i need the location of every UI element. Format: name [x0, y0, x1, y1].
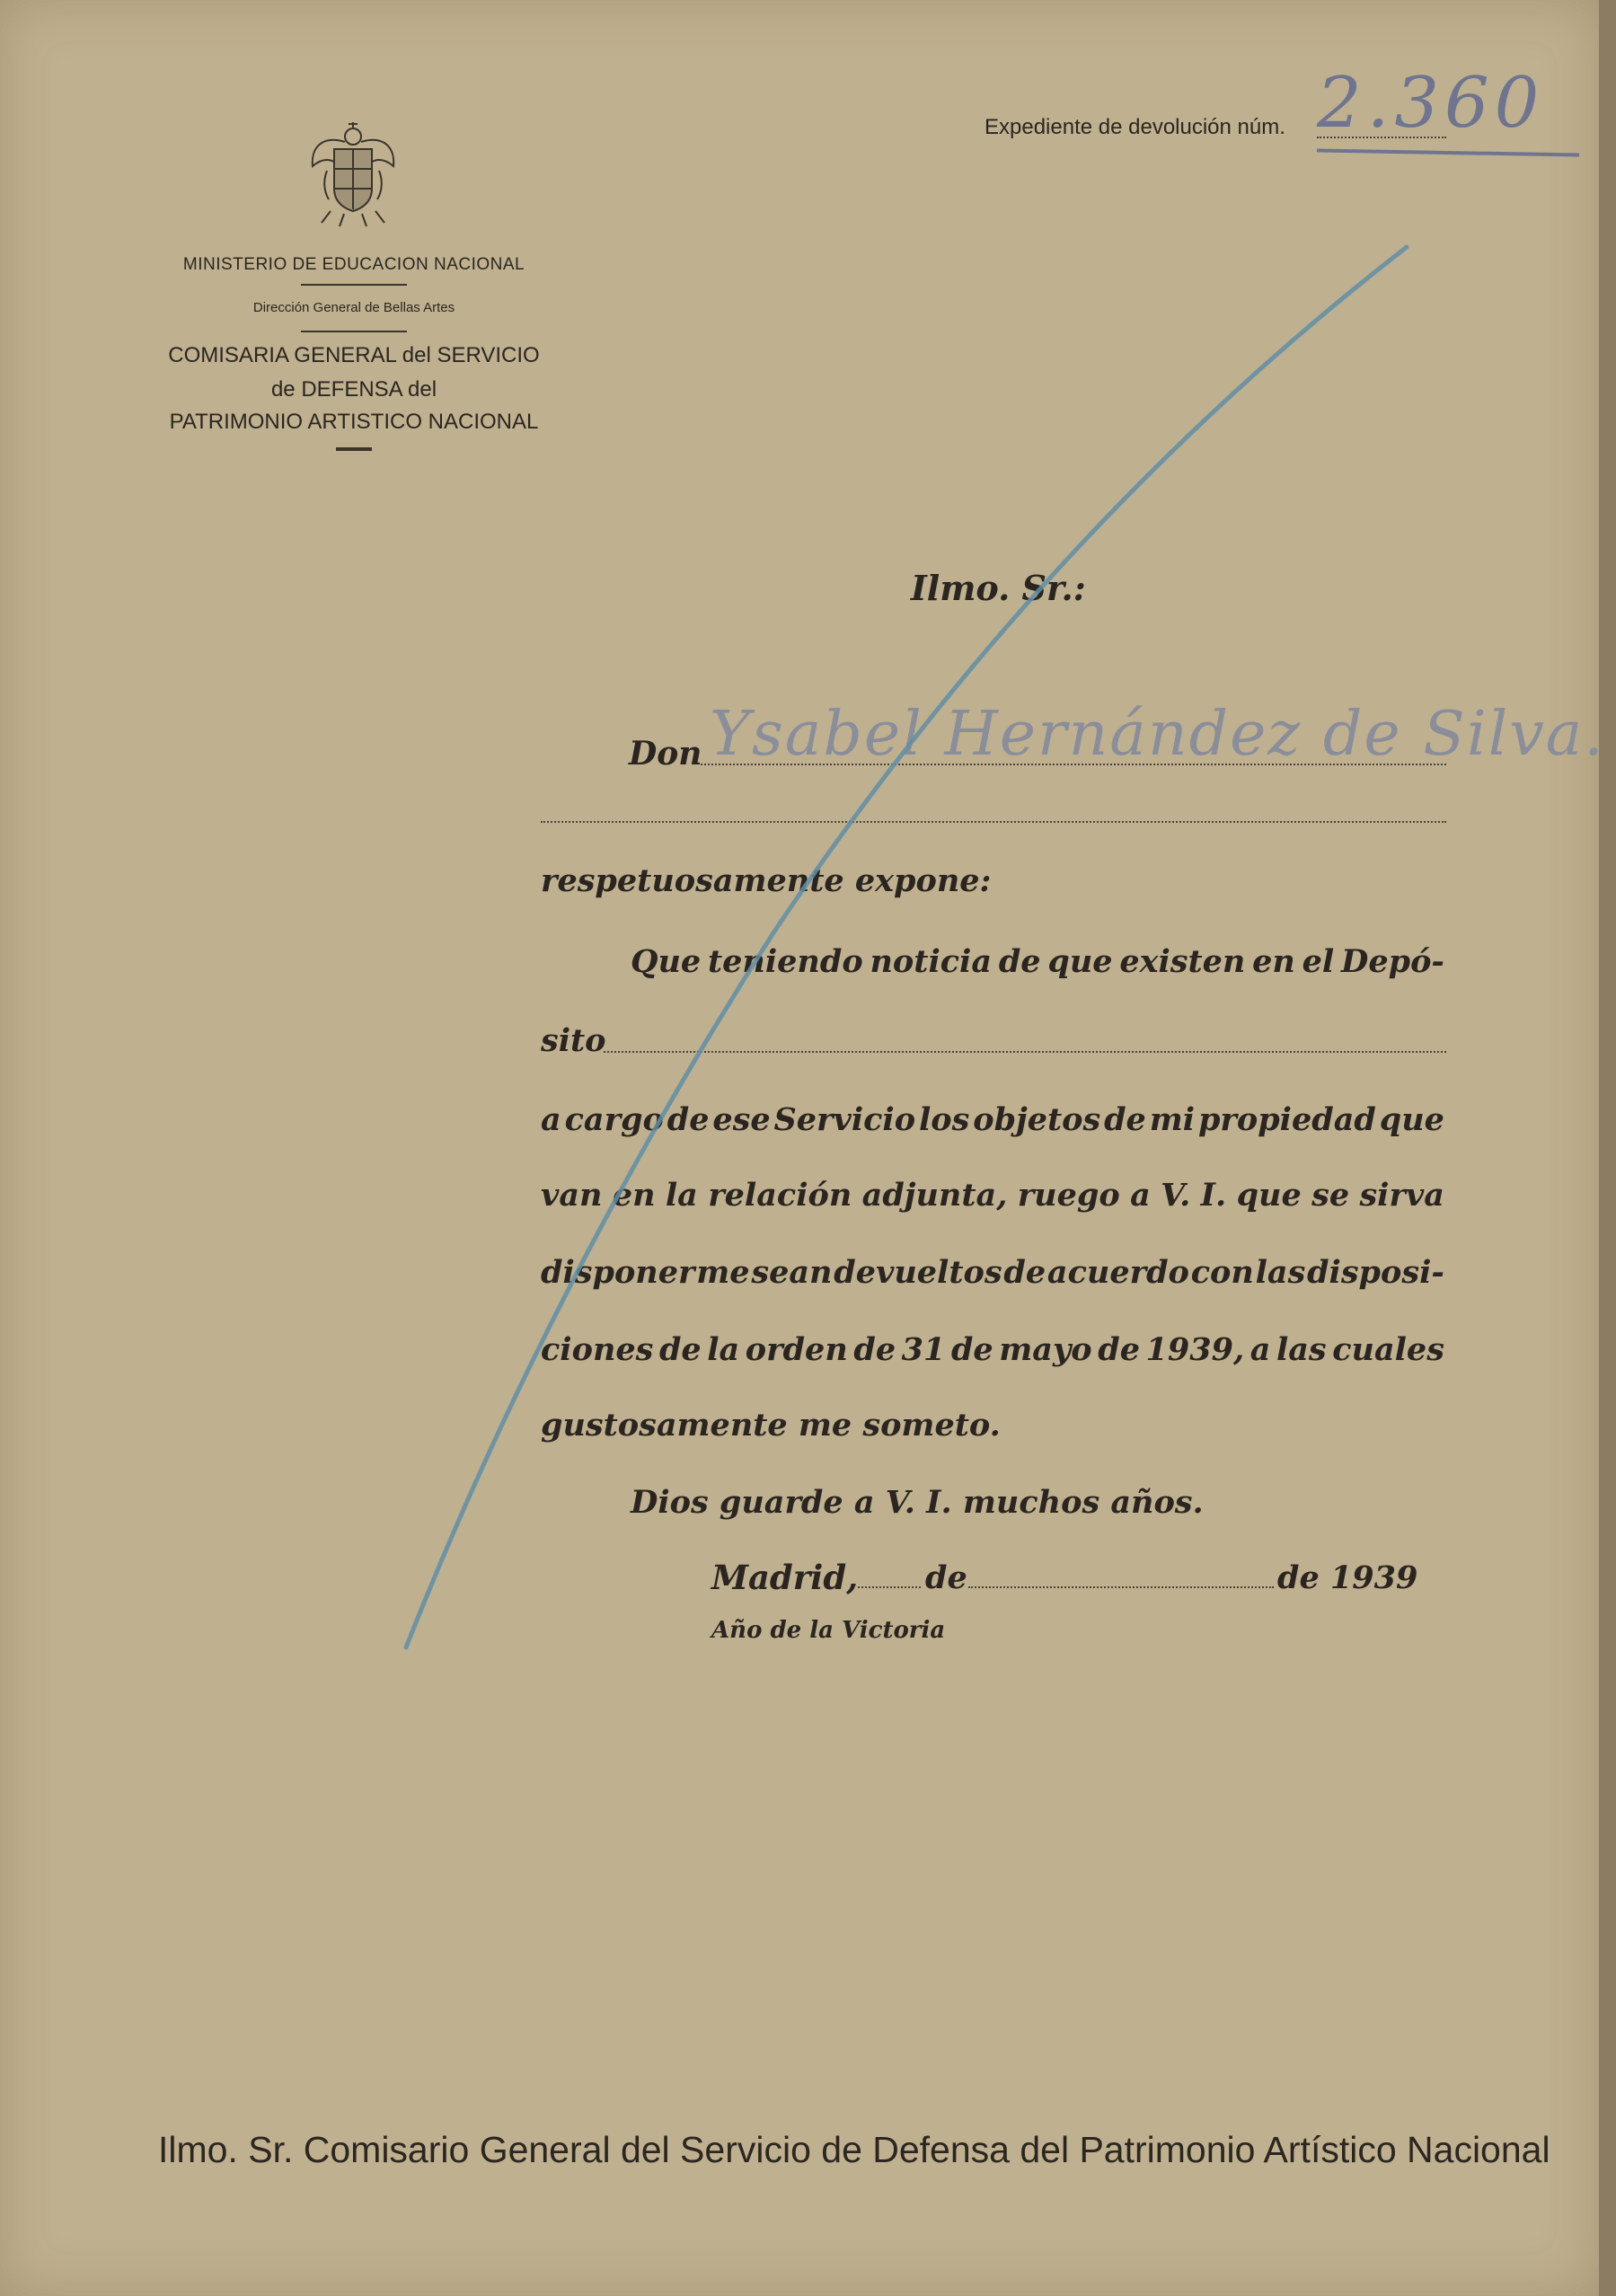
body-line-4: van en la relación adjunta, ruego a V. I. que se sirva — [541, 1177, 1444, 1214]
commission-line-2: de DEFENSA del — [270, 377, 437, 402]
file-number-handwritten: 2.360 — [1317, 63, 1545, 144]
body-line-2: sito — [541, 1022, 606, 1059]
date-de: de — [925, 1559, 967, 1596]
page-edge — [1599, 0, 1616, 2296]
victory-year: Año de la Victoria — [711, 1617, 946, 1644]
commission-line-3: PATRIMONIO ARTISTICO NACIONAL — [169, 410, 539, 434]
closing-line: Dios guarde a V. I. muchos años. — [631, 1484, 1204, 1521]
commission-line-1: COMISARIA GENERAL del SERVICIO — [168, 343, 540, 367]
expone-line: respetuosamente expone: — [541, 862, 992, 899]
year: de 1939 — [1277, 1559, 1418, 1596]
ministry-name: MINISTERIO DE EDUCACION NACIONAL — [182, 255, 525, 274]
body-line-5: disponer me sean devueltos de acuerdo con las disposi- — [541, 1254, 1444, 1291]
footer-addressee: Ilmo. Sr. Comisario General del Servicio de Defensa del Patrimonio Artístico Nacional — [158, 2129, 1550, 2170]
body-line-1: Que teniendo noticia de que existen en el Depó- — [631, 943, 1444, 980]
body-line-3: a cargo de ese Servicio los objetos de mi propiedad que — [541, 1101, 1444, 1138]
place: Madrid, — [711, 1558, 859, 1597]
body-line-6: ciones de la orden de 31 de mayo de 1939, a las cuales — [541, 1331, 1444, 1368]
applicant-name-handwritten: Ysabel Hernández de Silva. — [710, 699, 1605, 770]
body-line-7: gustosamente me someto. — [541, 1407, 1001, 1444]
file-number-label: Expediente de devolución núm. — [985, 115, 1285, 139]
salutation: Ilmo. Sr.: — [911, 568, 1086, 608]
don-label: Don — [629, 735, 702, 773]
directorate-name: Dirección General de Bellas Artes — [252, 300, 455, 315]
